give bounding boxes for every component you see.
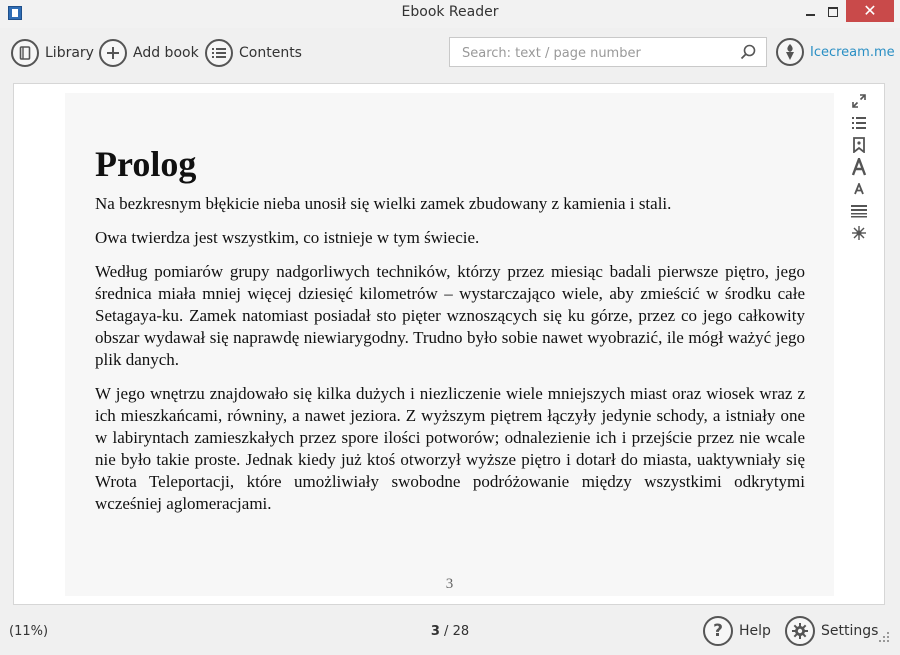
- reader-frame: [13, 83, 885, 605]
- contents-button[interactable]: [205, 38, 302, 68]
- fullscreen-icon[interactable]: [851, 92, 867, 110]
- night-mode-icon[interactable]: [851, 224, 867, 242]
- paragraph: Na bezkresnym błękicie nieba unosił się wielki zamek zbudowany z kamienia i stali.: [95, 194, 672, 213]
- help-label: Help: [739, 623, 771, 639]
- title-bar: [0, 0, 900, 28]
- page-content: [95, 145, 805, 527]
- paragraph: Według pomiarów grupy nadgorliwych techników, którzy przez miesiąc badali pierwsze piętro, jego średnica miała mniej więcej dziesięć kilometrów – wystarczająco wiele, aby zmieścić w środku całe Setagaya-ku. Zamek natomiast posiadał sto pięter wznoszących się ku górze, przez co jego całkowity obszar wydawał się naprawdę niewiarygodny. Trudno było sobie nawet wyobrazić, ile mógł ważyć jego plik danych.: [95, 262, 805, 369]
- search-box: [449, 37, 767, 67]
- library-button[interactable]: [11, 38, 94, 68]
- bookmark-icon[interactable]: [851, 136, 867, 154]
- search-icon[interactable]: [740, 44, 756, 64]
- total-pages: 28: [452, 624, 470, 639]
- settings-label: Settings: [821, 623, 879, 639]
- help-button[interactable]: [703, 616, 771, 646]
- search-input[interactable]: [460, 43, 734, 63]
- brand-label: Icecream.me: [810, 44, 895, 60]
- font-increase-icon[interactable]: [851, 158, 867, 176]
- icecream-logo-icon: [776, 38, 804, 66]
- brand-link[interactable]: [776, 38, 895, 66]
- book-page: [65, 93, 834, 596]
- status-bar: [0, 610, 900, 655]
- resize-grip[interactable]: [878, 628, 890, 640]
- settings-button[interactable]: [785, 616, 878, 646]
- contents-label: Contents: [239, 45, 302, 61]
- toolbar: [0, 28, 900, 78]
- reader-tools: [851, 92, 867, 246]
- maximize-button[interactable]: [820, 0, 846, 24]
- toc-icon[interactable]: [851, 114, 867, 132]
- plus-icon: [99, 39, 127, 67]
- page-number: 3: [445, 576, 454, 592]
- chapter-title: Prolog: [95, 144, 197, 184]
- paragraph: W jego wnętrzu znajdowało się kilka dużych i niezliczenie wiele mniejszych miast oraz wiosek wraz z ich mieszkańcami, równiny, a nawet jeziora. Z wyższym piętrem łączyły jedynie schody, a istniały one w labiryntach zamieszkałych przez spore ilości potworów; odnalezienie ich i przejście przez nie wcale nie było takie proste. Jednak kiedy już ktoś otworzył wyższe piętro i dotarł do miasta, uaktywniały się Wrota Teleportacji, które umożliwiały swobodne podróżowanie między wszystkimi odkrytymi wcześniej aglomeracjami.: [95, 384, 805, 513]
- current-page: 3: [430, 624, 440, 639]
- book-icon: [11, 39, 39, 67]
- window-title: Ebook Reader: [401, 4, 499, 20]
- library-label: Library: [45, 45, 94, 61]
- add-book-label: Add book: [133, 45, 199, 61]
- help-icon: ?: [703, 616, 733, 646]
- text-align-icon[interactable]: [851, 202, 867, 220]
- paragraph: Owa twierdza jest wszystkim, co istnieje w tym świecie.: [95, 228, 480, 247]
- gear-icon: [785, 616, 815, 646]
- close-icon: ✕: [863, 1, 877, 20]
- list-icon: [205, 39, 233, 67]
- reading-progress: (11%): [9, 624, 49, 639]
- add-book-button[interactable]: [99, 38, 199, 68]
- font-decrease-icon[interactable]: [851, 180, 867, 198]
- close-button[interactable]: [846, 0, 894, 22]
- page-separator: /: [439, 624, 453, 639]
